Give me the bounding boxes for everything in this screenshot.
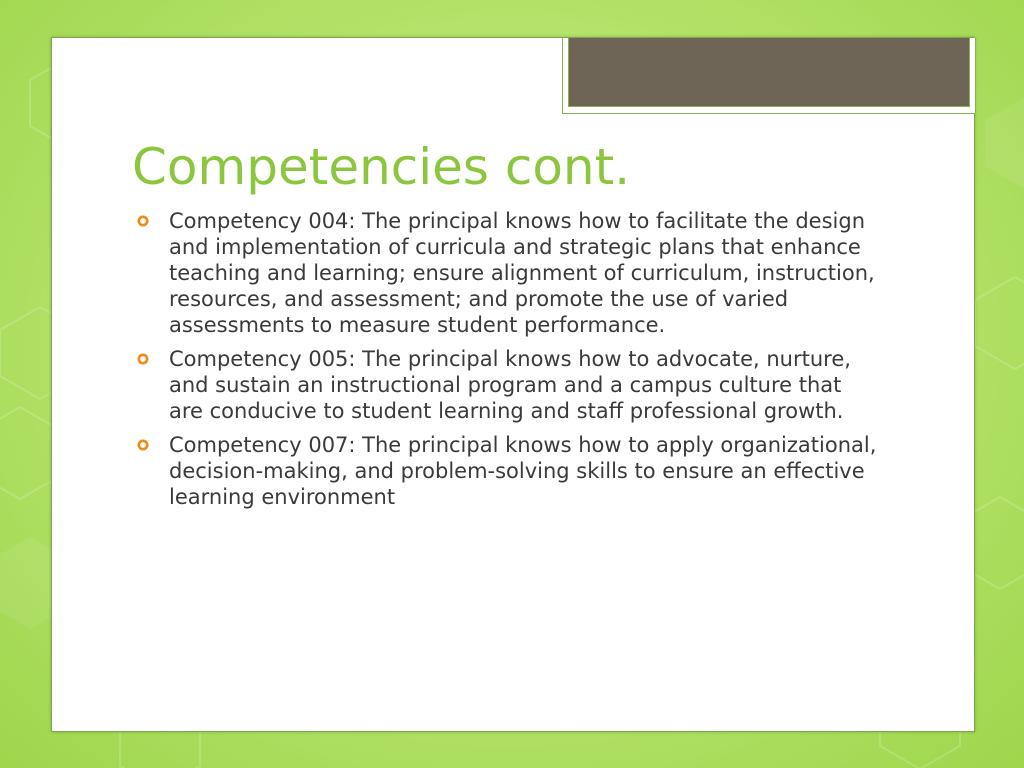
decorative-tab-frame: [562, 38, 976, 114]
hollow-circle-bullet-icon: [137, 215, 149, 227]
hollow-circle-bullet-icon: [137, 353, 149, 365]
bullet-text: Competency 007: The principal knows how to apply organizational, decision-making, and problem-solving skills to ensure an effective learning environment: [169, 433, 877, 509]
bullet-text: Competency 004: The principal knows how to facilitate the design and implementation of curricula and strategic plans that enhance teaching and learning; ensure alignment of curriculum, instruction, resources, and assessment; and promote the use of varied assessments to measure student performance.: [169, 209, 875, 337]
bullet-item: [137, 432, 877, 510]
bullet-list: [137, 208, 877, 518]
decorative-tab-block: [568, 38, 970, 107]
hollow-circle-bullet-icon: [137, 439, 149, 451]
bullet-item: [137, 346, 877, 424]
slide-title: Competencies cont.: [132, 138, 631, 196]
bullet-item: [137, 208, 877, 338]
bullet-text: Competency 005: The principal knows how to advocate, nurture, and sustain an instructional program and a campus culture that are conducive to student learning and staff professional growth.: [169, 347, 851, 423]
